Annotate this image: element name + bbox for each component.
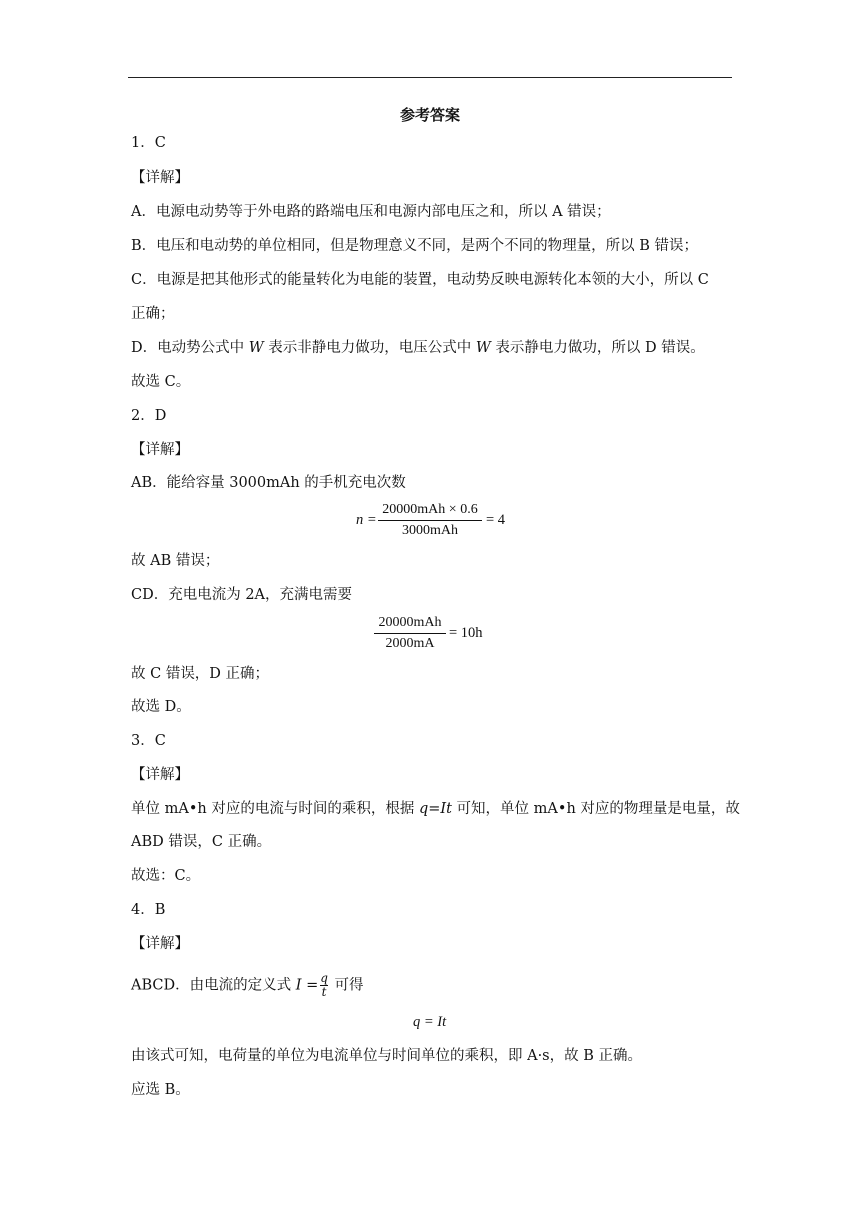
- q2-eq1-denominator: 3000mAh: [402, 523, 458, 538]
- q3-detail-heading: 【详解】: [131, 767, 189, 783]
- q1-answer: 1．C: [131, 135, 166, 151]
- q3-choose: 故选：C。: [131, 868, 201, 884]
- q2-eq2-numerator: 20000mAh: [378, 615, 442, 630]
- q4-l1-post: 可得: [329, 977, 364, 994]
- q2-eq2-rhs: = 10h: [449, 625, 483, 641]
- q4-inline-fraction: [320, 972, 328, 999]
- q2-eq1-fraction: [378, 501, 482, 540]
- q2-eq1-lhs: n =: [356, 512, 377, 528]
- header-rule: [128, 77, 732, 78]
- q1-d-symbol-w1: W: [248, 340, 264, 356]
- q3-formula: q=It: [418, 801, 452, 817]
- q2-cd-result: 故 C 错误，D 正确；: [131, 666, 270, 682]
- q1-option-c-line2: 正确；: [131, 306, 175, 322]
- q3-l1-pre: 单位 mA•h 对应的电流与时间的乘积，根据: [131, 801, 419, 817]
- q2-eq1-rhs: = 4: [486, 512, 506, 528]
- q4-answer: 4．B: [131, 902, 166, 918]
- q1-d-symbol-w2: W: [475, 340, 491, 356]
- q4-line1: [131, 972, 364, 999]
- q2-cd-text: CD．充电电流为 2A，充满电需要: [131, 587, 353, 603]
- q1-option-d: [131, 338, 705, 358]
- page-title: 参考答案: [399, 106, 460, 124]
- q2-choose: 故选 D。: [131, 699, 191, 715]
- q2-eq1-numerator: 20000mAh × 0.6: [382, 502, 478, 517]
- q2-answer: 2．D: [131, 408, 167, 424]
- q4-l1-lhs: I =: [295, 977, 319, 994]
- q3-l1-post: 可知，单位 mA•h 对应的物理量是电量，故: [451, 801, 740, 817]
- q2-ab-text: AB．能给容量 3000mAh 的手机充电次数: [131, 475, 406, 491]
- q1-d-pre: D．电动势公式中: [131, 340, 249, 356]
- q2-eq2-bar: [374, 633, 446, 634]
- q4-line2: 由该式可知，电荷量的单位为电流单位与时间单位的乘积，即 A·s，故 B 正确。: [131, 1048, 643, 1064]
- q4-l1-pre: ABCD．由电流的定义式: [131, 977, 296, 994]
- q1-option-b: B．电压和电动势的单位相同，但是物理意义不同，是两个不同的物理量，所以 B 错误；: [131, 238, 699, 254]
- q1-choose: 故选 C。: [131, 374, 191, 390]
- q3-line2: ABD 错误，C 正确。: [131, 834, 272, 850]
- q1-d-mid: 表示非静电力做功，电压公式中: [263, 340, 476, 356]
- q1-option-c-line1: C．电源是把其他形式的能量转化为电能的装置，电动势反映电源转化本领的大小，所以 C: [131, 272, 709, 288]
- q3-answer: 3．C: [131, 733, 166, 749]
- q4-frac-denominator: t: [321, 985, 327, 999]
- q4-equation: q = It: [413, 1014, 447, 1030]
- q2-eq2-denominator: 2000mA: [385, 636, 435, 651]
- q4-frac-numerator: q: [320, 971, 328, 985]
- q3-line1: [131, 799, 740, 819]
- q2-eq1-bar: [378, 520, 482, 521]
- q2-ab-result: 故 AB 错误；: [131, 553, 220, 569]
- q1-d-post: 表示静电力做功，所以 D 错误。: [490, 340, 705, 356]
- q1-detail-heading: 【详解】: [131, 170, 189, 186]
- q2-eq2-fraction: [374, 614, 446, 653]
- q4-detail-heading: 【详解】: [131, 936, 189, 952]
- q2-detail-heading: 【详解】: [131, 442, 189, 458]
- q1-option-a: A．电源电动势等于外电路的路端电压和电源内部电压之和，所以 A 错误；: [131, 204, 611, 220]
- q4-choose: 应选 B。: [131, 1082, 190, 1098]
